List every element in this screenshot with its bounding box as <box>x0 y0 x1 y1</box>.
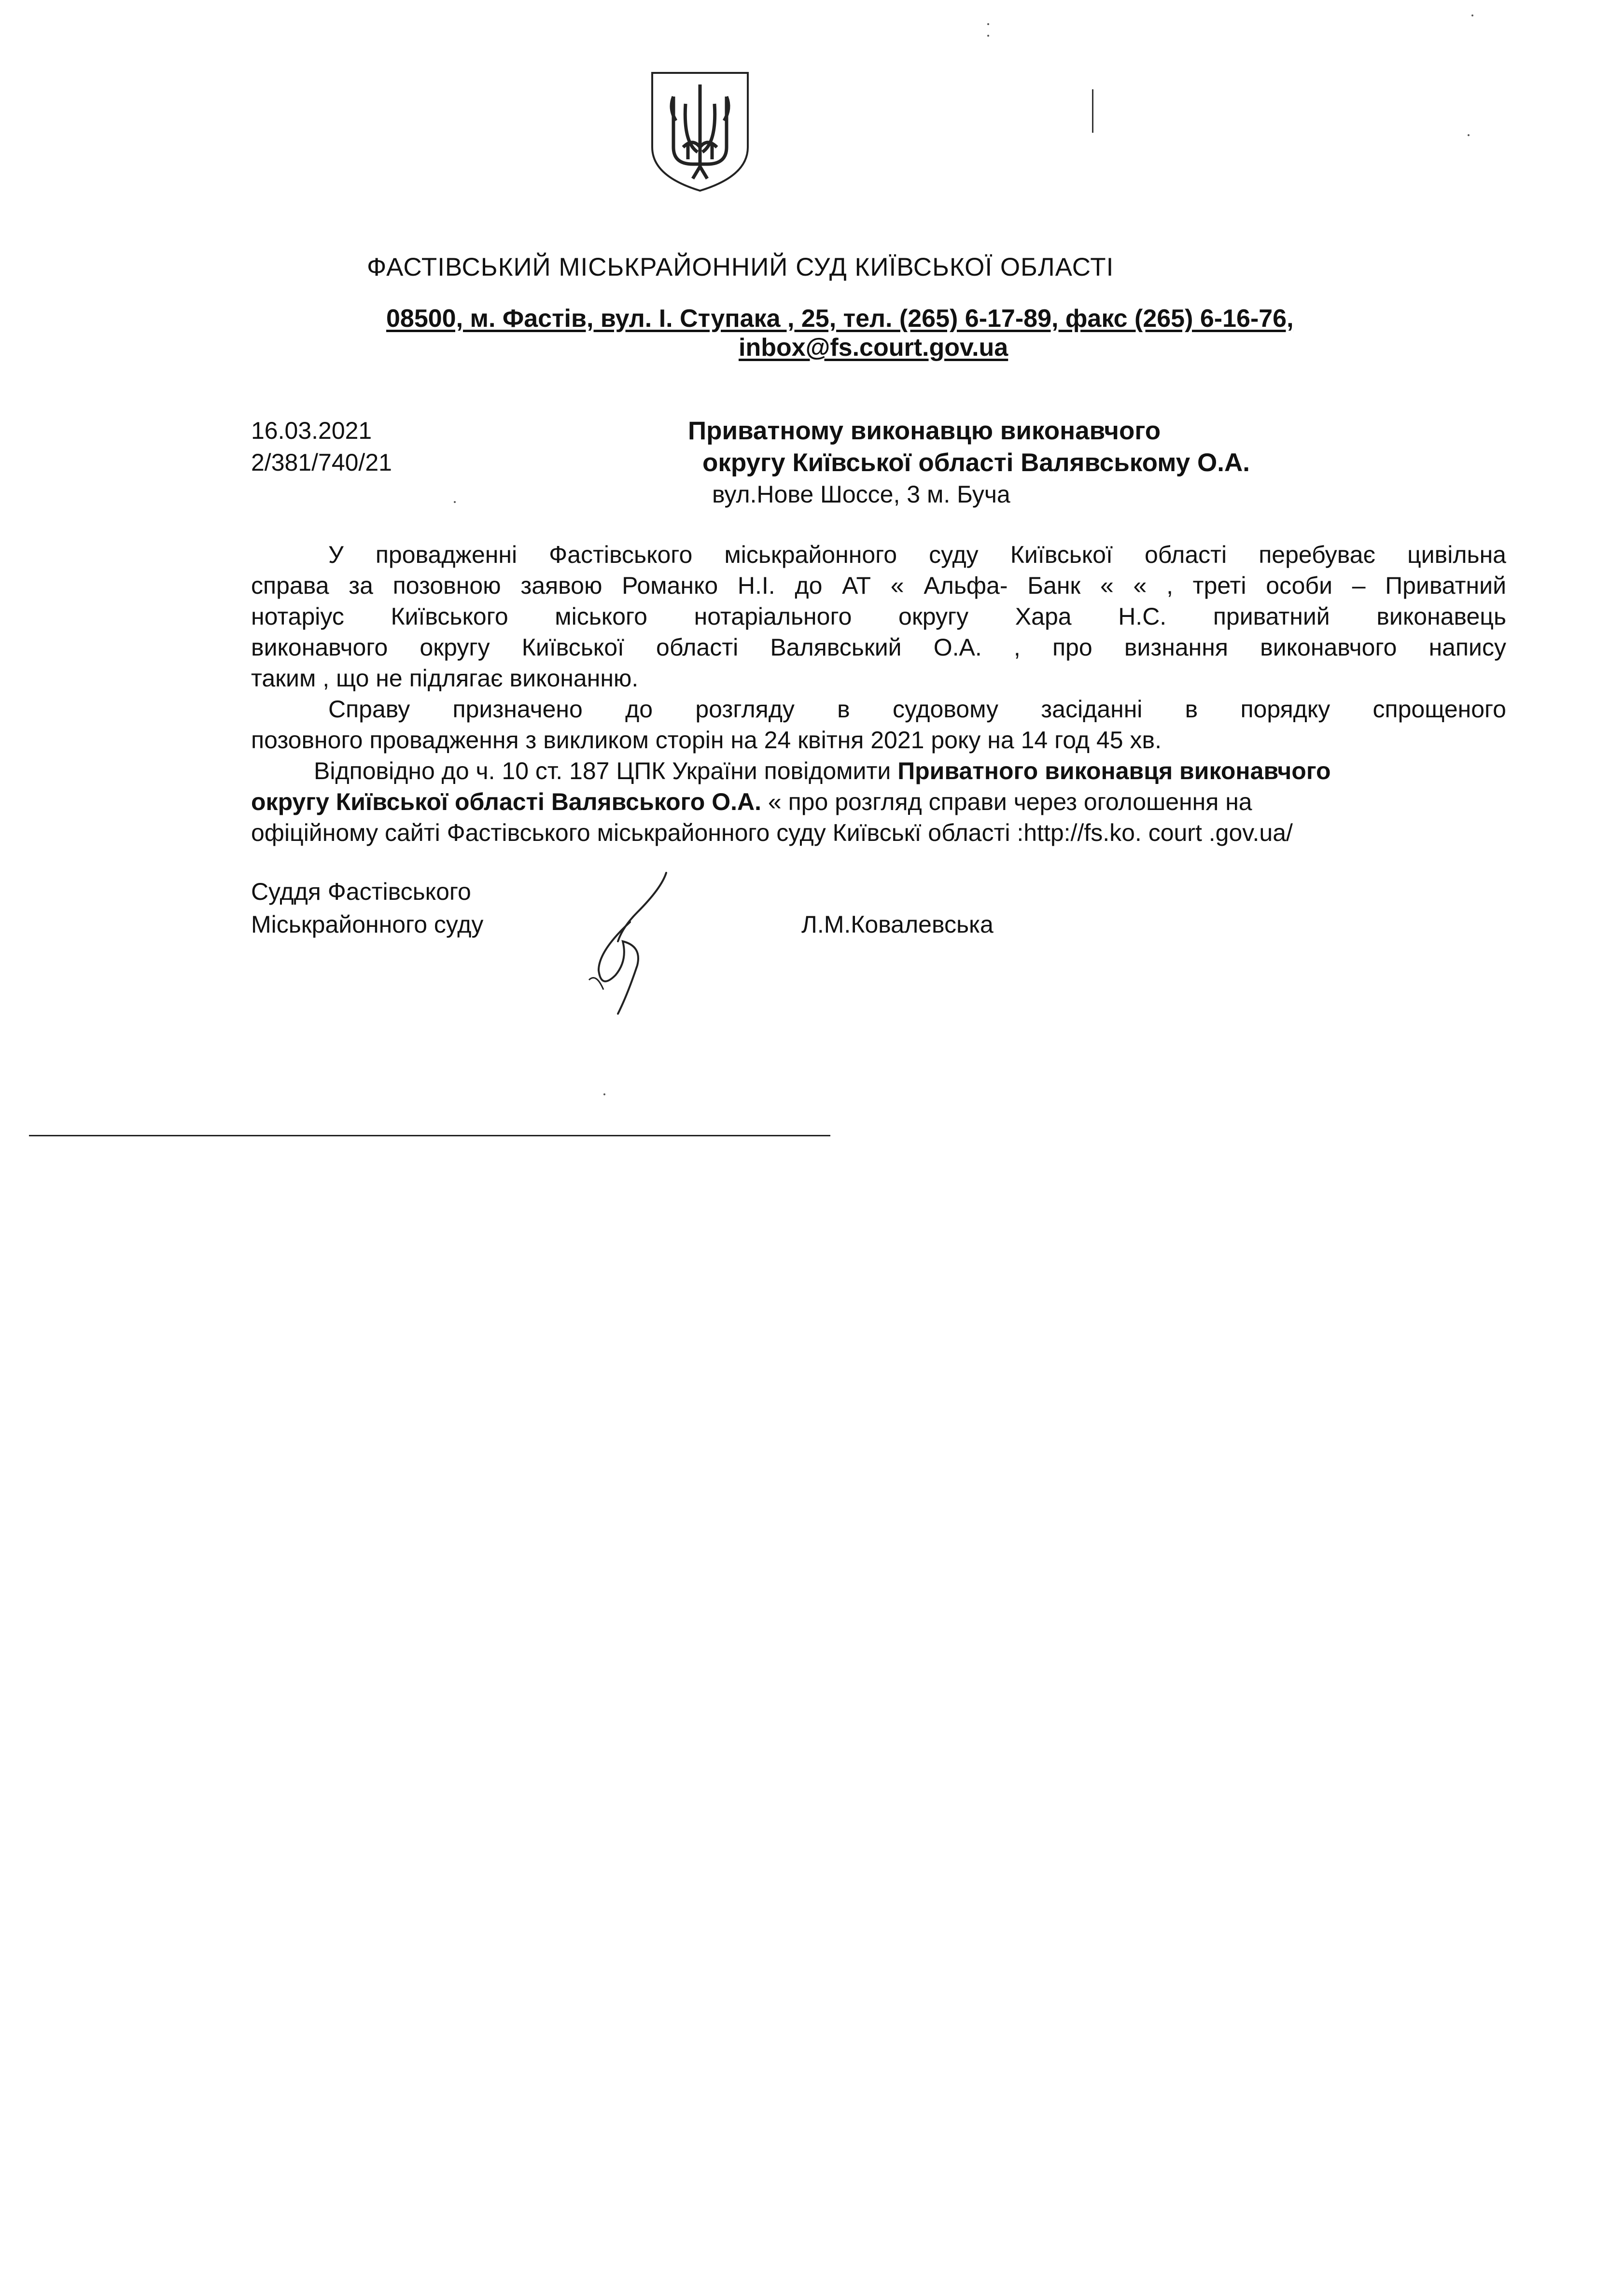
body-text: Відповідно до ч. 10 ст. 187 ЦПК України повідомити <box>314 757 898 784</box>
body-line <box>251 786 1506 817</box>
body-line: таким , що не підлягає виконанню. <box>251 665 639 692</box>
scan-speck <box>987 23 989 25</box>
recipient-line-1: Приватному виконавцю виконавчого <box>688 417 1161 445</box>
body-line: нотаріус Київського міського нотаріального округу Хара Н.С. приватний виконавець <box>251 603 1506 630</box>
court-name: ФАСТІВСЬКИЙ МІСЬКРАЙОННИЙ СУД КИЇВСЬКОЇ ОБЛАСТІ <box>367 253 1114 281</box>
court-address: 08500, м. Фастів, вул. І. Ступака , 25, тел. (265) 6-17-89, факс (265) 6-16-76, <box>386 305 1294 333</box>
recipient-address: вул.Нове Шоссе, 3 м. Буча <box>712 481 1010 508</box>
body-line: справа за позовною заявою Романко Н.І. до АТ « Альфа- Банк « « , треті особи – Приватний <box>251 572 1506 599</box>
scan-speck <box>987 35 989 37</box>
recipient-line-2: округу Київської області Валявському О.А. <box>702 448 1250 477</box>
body-line: виконавчого округу Київської області Валявський О.А. , про визнання виконавчого напису <box>251 634 1506 661</box>
letter-body <box>251 539 1506 848</box>
scan-speck <box>1471 14 1473 16</box>
document-date: 16.03.2021 <box>251 417 372 444</box>
trident-coat-of-arms-icon <box>649 70 751 193</box>
scan-speck <box>454 501 456 503</box>
registration-number: 2/381/740/21 <box>251 449 392 476</box>
body-line: офіційному сайті Фастівського міськрайонного суду Київськї області :http://fs.ko. court .gov.ua/ <box>251 819 1293 846</box>
court-email: inbox@fs.court.gov.ua <box>739 334 1008 362</box>
body-line: Справу призначено до розгляду в судовому засіданні в порядку спрощеного <box>328 696 1506 723</box>
judge-name: Л.М.Ковалевська <box>801 911 994 938</box>
body-text: « про розгляд справи через оголошення на <box>761 788 1252 815</box>
handwritten-signature <box>570 869 686 1023</box>
scan-speck <box>603 1093 605 1095</box>
judge-title-1: Суддя Фастівського <box>251 878 471 905</box>
scan-mark <box>1092 89 1093 133</box>
body-line: позовного провадження з викликом сторін на 24 квітня 2021 року на 14 год 45 хв. <box>251 727 1162 754</box>
judge-title-2: Міськрайонного суду <box>251 911 484 938</box>
body-line: У провадженні Фастівського міськрайонного суду Київської області перебуває цивільна <box>328 541 1506 568</box>
divider <box>29 1135 830 1136</box>
body-bold-text: округу Київської області Валявського О.А. <box>251 788 762 815</box>
body-line <box>251 755 1506 786</box>
scan-speck <box>1468 134 1470 136</box>
body-bold-text: Приватного виконавця виконавчого <box>897 757 1331 784</box>
